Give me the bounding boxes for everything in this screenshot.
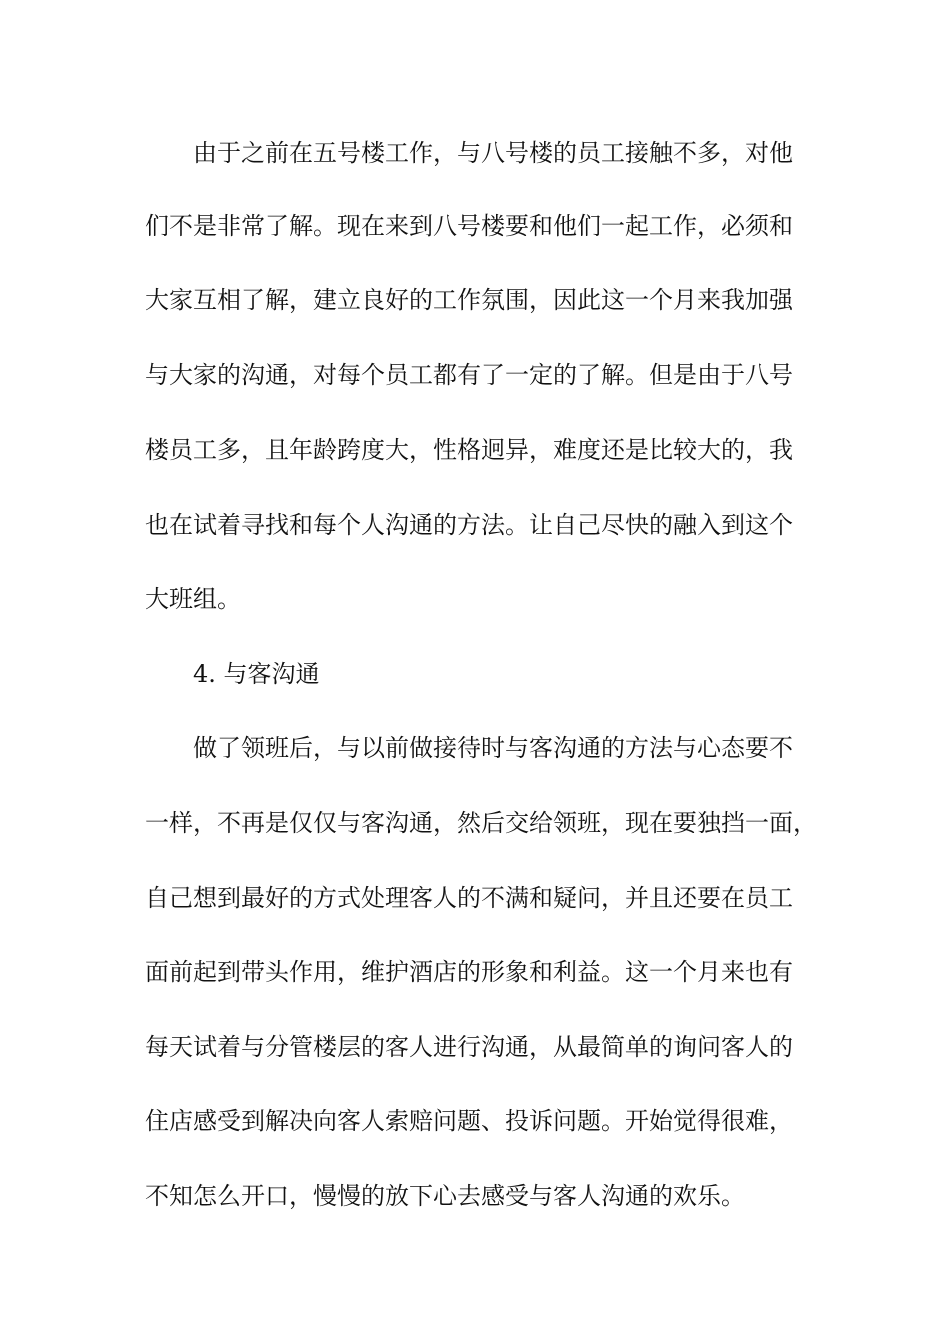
paragraph-line: 由于之前在五号楼工作，与八号楼的员工接触不多，对他 xyxy=(193,139,793,167)
paragraph-line: 不知怎么开口，慢慢的放下心去感受与客人沟通的欢乐。 xyxy=(145,1182,745,1210)
paragraph-line: 大班组。 xyxy=(145,585,241,613)
paragraph-line: 也在试着寻找和每个人沟通的方法。让自己尽快的融入到这个 xyxy=(145,511,793,539)
section-heading: 4. 与客沟通 xyxy=(193,660,320,688)
paragraph-line: 们不是非常了解。现在来到八号楼要和他们一起工作，必须和 xyxy=(145,212,793,240)
paragraph-line: 楼员工多，且年龄跨度大，性格迥异，难度还是比较大的，我 xyxy=(145,436,793,464)
paragraph-line: 自己想到最好的方式处理客人的不满和疑问，并且还要在员工 xyxy=(145,884,793,912)
paragraph-line: 每天试着与分管楼层的客人进行沟通，从最简单的询问客人的 xyxy=(145,1033,793,1061)
paragraph-line: 面前起到带头作用，维护酒店的形象和利益。这一个月来也有 xyxy=(145,958,793,986)
paragraph-line: 与大家的沟通，对每个员工都有了一定的了解。但是由于八号 xyxy=(145,361,793,389)
paragraph-line: 大家互相了解，建立良好的工作氛围，因此这一个月来我加强 xyxy=(145,286,793,314)
paragraph-line: 住店感受到解决向客人索赔问题、投诉问题。开始觉得很难， xyxy=(145,1107,793,1135)
paragraph-line: 做了领班后，与以前做接待时与客沟通的方法与心态要不 xyxy=(193,734,793,762)
paragraph-line: 一样，不再是仅仅与客沟通，然后交给领班，现在要独挡一面， xyxy=(145,809,817,837)
